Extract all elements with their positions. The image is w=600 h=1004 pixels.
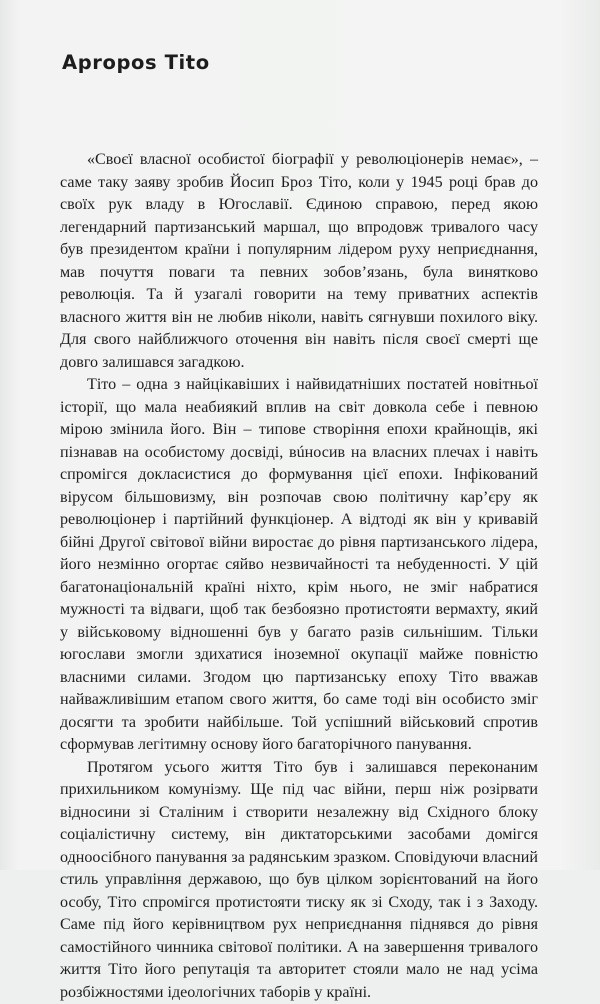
paragraph: Протягом усього життя Тіто був і залишався переконаним прихильником комунізму. Ще під час війни, перш ніж розірвати відносини зі Сталіним і створити незалежну від Східного блоку соціалістичну систему, він диктаторськими засобами домігся одноосібного панування за радянським зразком. Сповідуючи власний стиль управління державою, що був цілком зорієнтований на його особу, Тіто спромігся протистояти тиску як зі Сходу, так і з Заходу. Саме під його керівництвом рух неприєднання піднявся до рівня самостійного чинника світової політики. А на завершення тривалого життя Тіто його репутація та авторитет стояли мало не над усіма розбіжностями ідеологічних таборів у країні. [60,757,538,1004]
paragraph: Тіто – одна з найцікавіших і найвидатніших постатей новітньої історії, що мала неабиякий вплив на світ довкола себе і певною мірою змінила його. Він – типове створіння епохи крайнощів, які пізнавав на особистому досвіді, вúносив на власних плечах і навіть спромігся докласистися до формування цієї епохи. Інфікований вірусом більшовизму, він розпочав свою політичну кар’єру як революціонер і партійний функціонер. А відтоді як він у кривавій бійні Другої світової війни виростає до рівня партизанського лідера, його незмінно огортає сяйво незвичайності та небуденності. У цій багатонаціональній країні ніхто, крім нього, не зміг набратися мужності та відваги, щоб так безбоязно протистояти вермахту, який у військовому відношенні був у багато разів сильнішим. Тільки югослави змогли здихатися іноземної окупації майже повністю власними силами. Згодом цю партизанську епоху Тіто вважав найважливішим етапом свого життя, бо саме тоді він особисто зміг досягти та зробити найбільше. Той успішний військовий спротив сформував легітимну основу його багаторічного панування. [60,374,538,757]
paragraph: «Своєї власної особистої біографії у революціонерів немає», – саме таку заяву зробив Йосип Броз Тіто, коли у 1945 році брав до своїх рук владу в Югославії. Єдиною справою, перед якою легендарний партизанський маршал, що впродовж тривалого часу був президентом країни і популярним лідером руху неприєднання, мав почуття поваги та певних зобов’язань, була винятково революція. Та й узагалі говорити на тему приватних аспектів власного життя він не любив ніколи, навіть сягнувши похилого віку. Для свого найближчого оточення він навіть після своєї смерті ще довго залишався загадкою. [60,149,538,374]
chapter-title: Apropos Tito [62,51,210,74]
chapter-body [60,149,538,1004]
